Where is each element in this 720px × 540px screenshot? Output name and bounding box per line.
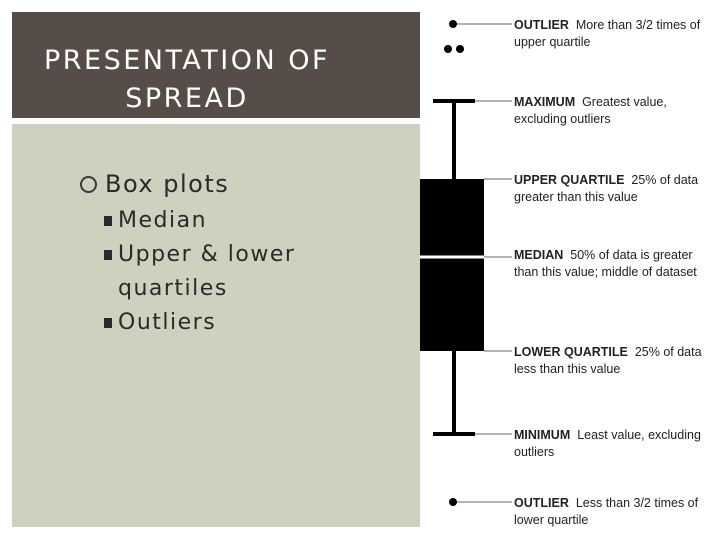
sub-bullet-outliers [104, 306, 328, 340]
bullet-text: Box plots [105, 170, 230, 198]
square-bullet-icon [104, 250, 112, 260]
label-minimum [514, 427, 706, 461]
label-name: LOWER QUARTILE [514, 345, 628, 359]
sub-bullet-quartiles [104, 238, 328, 306]
label-name: MINIMUM [514, 428, 571, 442]
quartile-box [420, 179, 484, 351]
label-name: MAXIMUM [514, 95, 576, 109]
slide-title: PRESENTATION OF SPREAD [43, 45, 331, 114]
outlier-point [456, 45, 464, 53]
label-desc: More than 3/2 times of upper quartile [514, 18, 701, 49]
outlier-point [449, 498, 457, 506]
label-desc: Least value, excluding outliers [514, 428, 701, 459]
outlier-point [449, 20, 457, 28]
label-desc: 50% of data is greater than this value; middle of dataset [514, 248, 697, 279]
label-desc: 25% of data less than this value [514, 345, 702, 376]
sub-bullet-text: Upper & lower quartiles [118, 242, 296, 301]
sub-bullet-text: Outliers [118, 310, 217, 335]
circle-bullet-icon [80, 176, 97, 193]
label-name: OUTLIER [514, 496, 569, 510]
square-bullet-icon [104, 216, 112, 226]
box-plot-figure [420, 12, 708, 528]
bullet-box-plots [80, 170, 328, 198]
label-outlier-high [514, 17, 706, 51]
label-median [514, 247, 706, 281]
label-maximum [514, 94, 706, 128]
sub-bullet-median [104, 204, 328, 238]
square-bullet-icon [104, 318, 112, 328]
label-name: UPPER QUARTILE [514, 173, 625, 187]
label-desc: 25% of data greater than this value [514, 173, 699, 204]
label-outlier-low [514, 495, 706, 529]
sub-bullet-text: Median [118, 208, 208, 233]
label-desc: Less than 3/2 times of lower quartile [514, 496, 699, 527]
label-desc: Greatest value, excluding outliers [514, 95, 667, 126]
bullet-list [80, 170, 328, 340]
label-name: MEDIAN [514, 248, 564, 262]
outlier-point [444, 45, 452, 53]
label-name: OUTLIER [514, 18, 569, 32]
label-lower-quartile [514, 344, 706, 378]
label-upper-quartile [514, 172, 706, 206]
